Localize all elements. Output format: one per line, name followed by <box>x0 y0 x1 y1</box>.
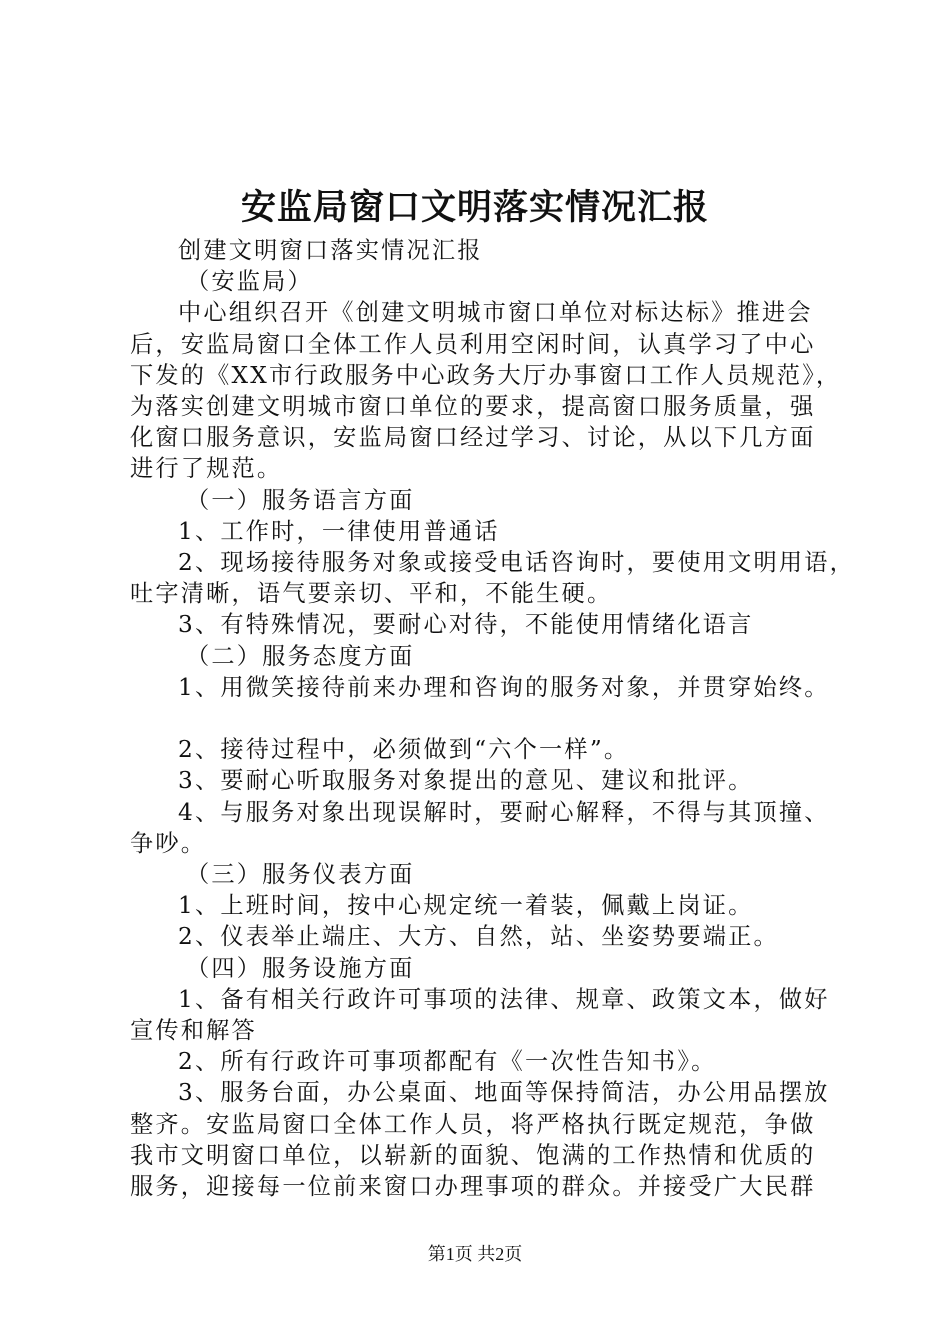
list-item: 1、工作时，一律使用普通话 <box>178 517 500 545</box>
section-heading: （一）服务语言方面 <box>186 486 415 514</box>
document-body <box>130 235 856 1202</box>
paragraph-line: 服务，迎接每一位前来窗口办理事项的群众。并接受广大民群 <box>130 1173 816 1201</box>
list-item: 4、与服务对象出现误解时，要耐心解释，不得与其顶撞、 <box>178 798 830 826</box>
paragraph-line: 中心组织召开《创建文明城市窗口单位对标达标》推进会 <box>178 299 813 327</box>
paragraph-line: 下发的《XX市行政服务中心政务大厅办事窗口工作人员规范》， <box>130 361 842 389</box>
paragraph-line: 为落实创建文明城市窗口单位的要求，提高窗口服务质量，强 <box>130 393 816 421</box>
list-item-continued: 宣传和解答 <box>130 1017 257 1045</box>
subtitle-line: 创建文明窗口落实情况汇报 <box>178 237 483 264</box>
paragraph-line: 整齐。安监局窗口全体工作人员，将严格执行既定规范，争做 <box>130 1110 816 1138</box>
list-item: 2、接待过程中，必须做到“六个一样”。 <box>178 736 630 764</box>
list-item: 1、用微笑接待前来办理和咨询的服务对象，并贯穿始终。 <box>178 673 830 701</box>
list-item-continued: 吐字清晰，语气要亲切、平和，不能生硬。 <box>130 580 613 608</box>
blank-line <box>130 703 835 734</box>
paragraph-line: 化窗口服务意识，安监局窗口经过学习、讨论，从以下几方面 <box>130 424 816 452</box>
section-heading: （二）服务态度方面 <box>186 642 415 670</box>
paragraph-line: 后，安监局窗口全体工作人员利用空闲时间，认真学习了中心 <box>130 330 816 358</box>
document-title: 安监局窗口文明落实情况汇报 <box>240 187 709 228</box>
department-line: （安监局） <box>186 268 313 296</box>
list-item: 3、要耐心听取服务对象提出的意见、建议和批评。 <box>178 767 754 795</box>
page-footer: 第1页 共2页 <box>427 1244 523 1264</box>
list-item: 3、服务台面，办公桌面、地面等保持简洁，办公用品摆放 <box>178 1079 830 1107</box>
list-item: 1、上班时间，按中心规定统一着装，佩戴上岗证。 <box>178 892 754 920</box>
list-item: 2、所有行政许可事项都配有《一次性告知书》。 <box>178 1048 717 1076</box>
paragraph-line: 进行了规范。 <box>130 455 283 483</box>
list-item: 2、现场接待服务对象或接受电话咨询时，要使用文明用语， <box>178 549 856 577</box>
list-item-continued: 争吵。 <box>130 829 207 857</box>
section-heading: （三）服务仪表方面 <box>186 861 415 889</box>
list-item: 2、仪表举止端庄、大方、自然，站、坐姿势要端正。 <box>178 923 779 951</box>
section-heading: （四）服务设施方面 <box>186 954 415 982</box>
list-item: 1、备有相关行政许可事项的法律、规章、政策文本，做好 <box>178 985 830 1013</box>
list-item: 3、有特殊情况，要耐心对待，不能使用情绪化语言 <box>178 611 754 639</box>
paragraph-line: 我市文明窗口单位，以崭新的面貌、饱满的工作热情和优质的 <box>130 1141 816 1169</box>
